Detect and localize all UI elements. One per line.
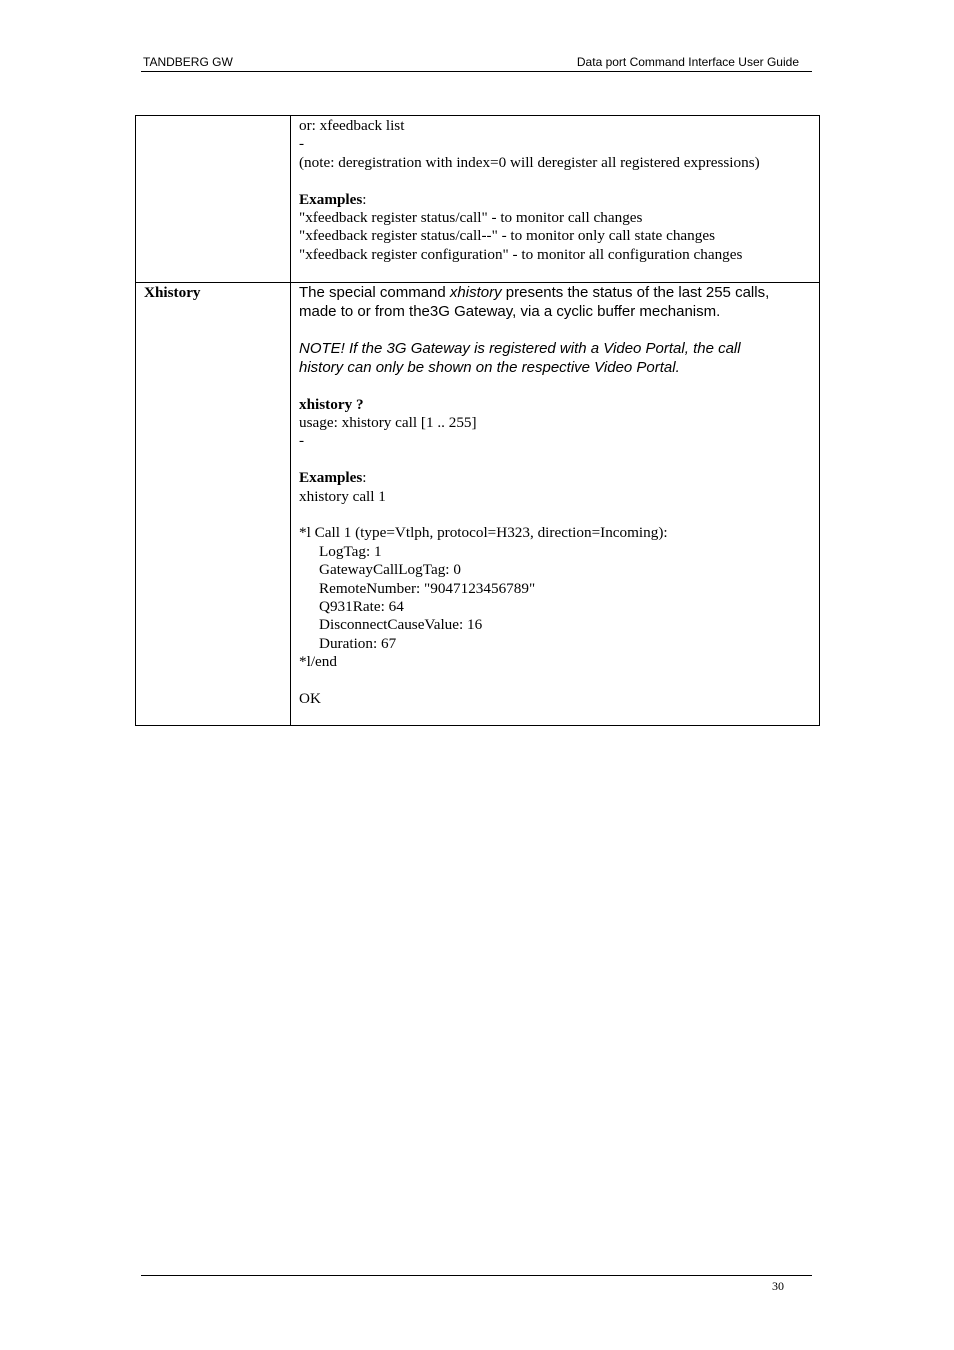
footer-rule [141,1275,812,1276]
command-description-cell [291,116,820,283]
text-line: - [299,432,305,450]
header-product-name: TANDBERG GW [143,55,233,69]
result-field: Q931Rate: 64 [319,598,404,616]
command-description-cell [291,283,820,726]
command-keyword: xhistory [449,284,502,302]
page-number: 30 [772,1279,784,1293]
intro-line: The special command xhistory presents the status of the last 255 calls, [299,284,770,302]
example-line: "xfeedback register status/call" - to monitor call changes [299,209,643,227]
result-end: *l/end [299,653,337,671]
result-field: LogTag: 1 [319,542,382,560]
header-guide-title: Data port Command Interface User Guide [576,55,799,69]
examples-heading: Examples: [299,190,367,208]
command-name-cell [136,116,291,283]
result-field: RemoteNumber: "9047123456789" [319,579,536,597]
command-table [135,115,820,726]
table-row [136,283,820,726]
note-line: history can only be shown on the respective Video Portal. [299,359,680,377]
ok-response: OK [299,690,321,708]
intro-line: made to or from the3G Gateway, via a cyclic buffer mechanism. [299,303,721,321]
usage-line: usage: xhistory call [1 .. 255] [299,414,477,432]
text-line: or: xfeedback list [299,117,405,134]
command-name: Xhistory [144,284,201,302]
example-line: "xfeedback register configuration" - to monitor all configuration changes [299,245,743,263]
result-field: GatewayCallLogTag: 0 [319,561,461,579]
example-line: "xfeedback register status/call--" - to monitor only call state changes [299,227,715,245]
result-field: Duration: 67 [319,634,397,652]
text-line: - [299,135,305,153]
text-line: (note: deregistration with index=0 will deregister all registered expressions) [299,153,760,171]
query-command: xhistory ? [299,395,364,413]
command-name-cell [136,283,291,726]
result-field: DisconnectCauseValue: 16 [319,616,483,634]
header-rule [141,71,812,72]
examples-heading: Examples: [299,469,367,487]
note-line: NOTE! If the 3G Gateway is registered with a Video Portal, the call [299,340,741,358]
result-head: *l Call 1 (type=Vtlph, protocol=H323, direction=Incoming): [299,524,668,542]
example-line: xhistory call 1 [299,487,386,505]
table-row [136,116,820,283]
